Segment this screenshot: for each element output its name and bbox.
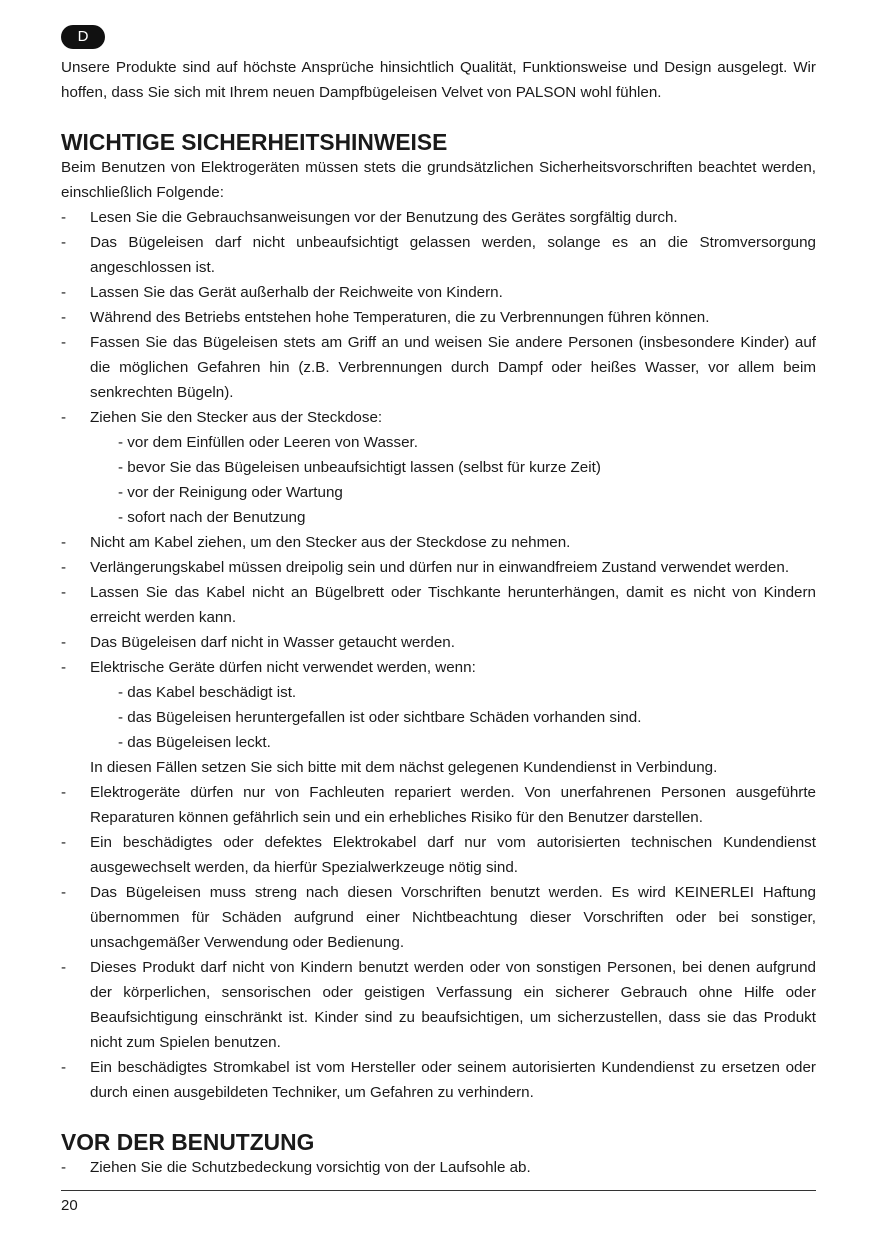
- list-item-text: - Verlängerungskabel müssen dreipolig sein und dürfen nur in einwandfreiem Zustand verwendet werden.: [90, 559, 790, 576]
- page-footer: [61, 1190, 816, 1214]
- sub-list-item: - vor der Reinigung oder Wartung: [118, 484, 343, 501]
- safety-intro: Beim Benutzen von Elektrogeräten müssen stets die grundsätzlichen Sicherheitsvorschriften beachtet werden, einschließlich Folgende:: [61, 159, 816, 201]
- list-item-text: - Fassen Sie das Bügeleisen stets am Griff an und weisen Sie andere Personen (insbesondere Kinder) auf die möglichen Gefahren hin (z.B. Verbrennungen durch Dampf oder heißes Wasser, vor allem beim senkrechten Bügeln).: [90, 334, 816, 401]
- list-item-text: - Ziehen Sie die Schutzbedeckung vorsichtig von der Laufsohle ab.: [90, 1159, 531, 1176]
- list-item-text: - Elektrische Geräte dürfen nicht verwendet werden, wenn:: [90, 659, 476, 676]
- sub-list-item: - das Bügeleisen leckt.: [118, 734, 271, 751]
- list-item: [61, 580, 816, 630]
- list-item-text: - Nicht am Kabel ziehen, um den Stecker aus der Steckdose zu nehmen.: [90, 534, 571, 551]
- sub-list-item: - sofort nach der Benutzung: [118, 509, 306, 526]
- list-item: [61, 655, 816, 780]
- list-item: [61, 880, 816, 955]
- language-badge: D: [61, 25, 105, 49]
- intro-paragraph: Unsere Produkte sind auf höchste Ansprüche hinsichtlich Qualität, Funktionsweise und Design ausgelegt. Wir hoffen, dass Sie sich mit Ihrem neuen Dampfbügeleisen Velvet von PALSON wohl fühlen.: [61, 59, 816, 101]
- list-item: [61, 955, 816, 1055]
- list-item: [61, 630, 816, 655]
- list-item: [61, 305, 816, 330]
- list-item-text: - Das Bügeleisen darf nicht unbeaufsichtigt gelassen werden, solange es an die Stromversorgung angeschlossen ist.: [90, 234, 816, 276]
- list-item-text: - Lassen Sie das Kabel nicht an Bügelbrett oder Tischkante herunterhängen, damit es nicht von Kindern erreicht werden kann.: [90, 584, 816, 626]
- list-item-note: In diesen Fällen setzen Sie sich bitte mit dem nächst gelegenen Kundendienst in Verbindung.: [90, 759, 718, 776]
- list-item: [61, 1155, 816, 1180]
- sub-list-item: - das Kabel beschädigt ist.: [118, 684, 297, 701]
- page-number: 20: [61, 1197, 78, 1214]
- list-item-text: - Dieses Produkt darf nicht von Kindern benutzt werden oder von sonstigen Personen, bei denen aufgrund der körperlichen, sensorischen oder geistigen Verfassung ein sicherer Gebrauch ohne Hilfe oder Beaufsichtigung einschränkt ist. Kinder sind zu beaufsichtigen, um sicherzustellen, dass sie das Produkt nicht zum Spielen benutzen.: [90, 959, 816, 1051]
- list-item: [61, 530, 816, 555]
- list-item-text: - Lesen Sie die Gebrauchsanweisungen vor der Benutzung des Gerätes sorgfältig durch.: [90, 209, 678, 226]
- list-item-text: - Ein beschädigtes oder defektes Elektrokabel darf nur vom autorisierten technischen Kundendienst ausgewechselt werden, da hierfür Spezialwerkzeuge nötig sind.: [90, 834, 816, 876]
- list-item: [61, 330, 816, 405]
- list-item-text: - Während des Betriebs entstehen hohe Temperaturen, die zu Verbrennungen führen können.: [90, 309, 710, 326]
- document-page: [61, 24, 816, 1180]
- list-item: [61, 780, 816, 830]
- sub-list-item: - bevor Sie das Bügeleisen unbeaufsichtigt lassen (selbst für kurze Zeit): [118, 459, 601, 476]
- sub-list: [90, 430, 816, 530]
- list-item-text: - Ziehen Sie den Stecker aus der Steckdose:: [90, 409, 383, 426]
- list-item-text: - Das Bügeleisen muss streng nach diesen Vorschriften benutzt werden. Es wird KEINERLEI Haftung übernommen für Schäden aufgrund einer Nichtbeachtung dieser Vorschriften oder bei sonstiger, unsachgemäßer Verwendung oder Bedienung.: [90, 884, 816, 951]
- list-item: [61, 230, 816, 280]
- list-item: [61, 280, 816, 305]
- list-item: [61, 1055, 816, 1105]
- list-item-text: - Ein beschädigtes Stromkabel ist vom Hersteller oder seinem autorisierten Kundendienst zu ersetzen oder durch einen ausgebildeten Techniker, um Gefahren zu verhindern.: [90, 1059, 816, 1101]
- sub-list: [90, 680, 816, 755]
- list-item-text: - Das Bügeleisen darf nicht in Wasser getaucht werden.: [90, 634, 455, 651]
- safety-list: [61, 205, 816, 1105]
- list-item: [61, 830, 816, 880]
- list-item-text: - Lassen Sie das Gerät außerhalb der Reichweite von Kindern.: [90, 284, 503, 301]
- list-item: [61, 555, 816, 580]
- list-item: [61, 405, 816, 530]
- before-use-list: [61, 1155, 816, 1180]
- list-item-text: - Elektrogeräte dürfen nur von Fachleuten repariert werden. Von unerfahrenen Personen ausgeführte Reparaturen können gefährlich sein und ein erhebliches Risiko für den Benutzer darstellen.: [90, 784, 816, 826]
- sub-list-item: - das Bügeleisen heruntergefallen ist oder sichtbare Schäden vorhanden sind.: [118, 709, 642, 726]
- sub-list-item: - vor dem Einfüllen oder Leeren von Wasser.: [118, 434, 418, 451]
- before-use-heading: VOR DER BENUTZUNG: [61, 1129, 315, 1155]
- list-item: [61, 205, 816, 230]
- safety-heading: WICHTIGE SICHERHEITSHINWEISE: [61, 129, 448, 155]
